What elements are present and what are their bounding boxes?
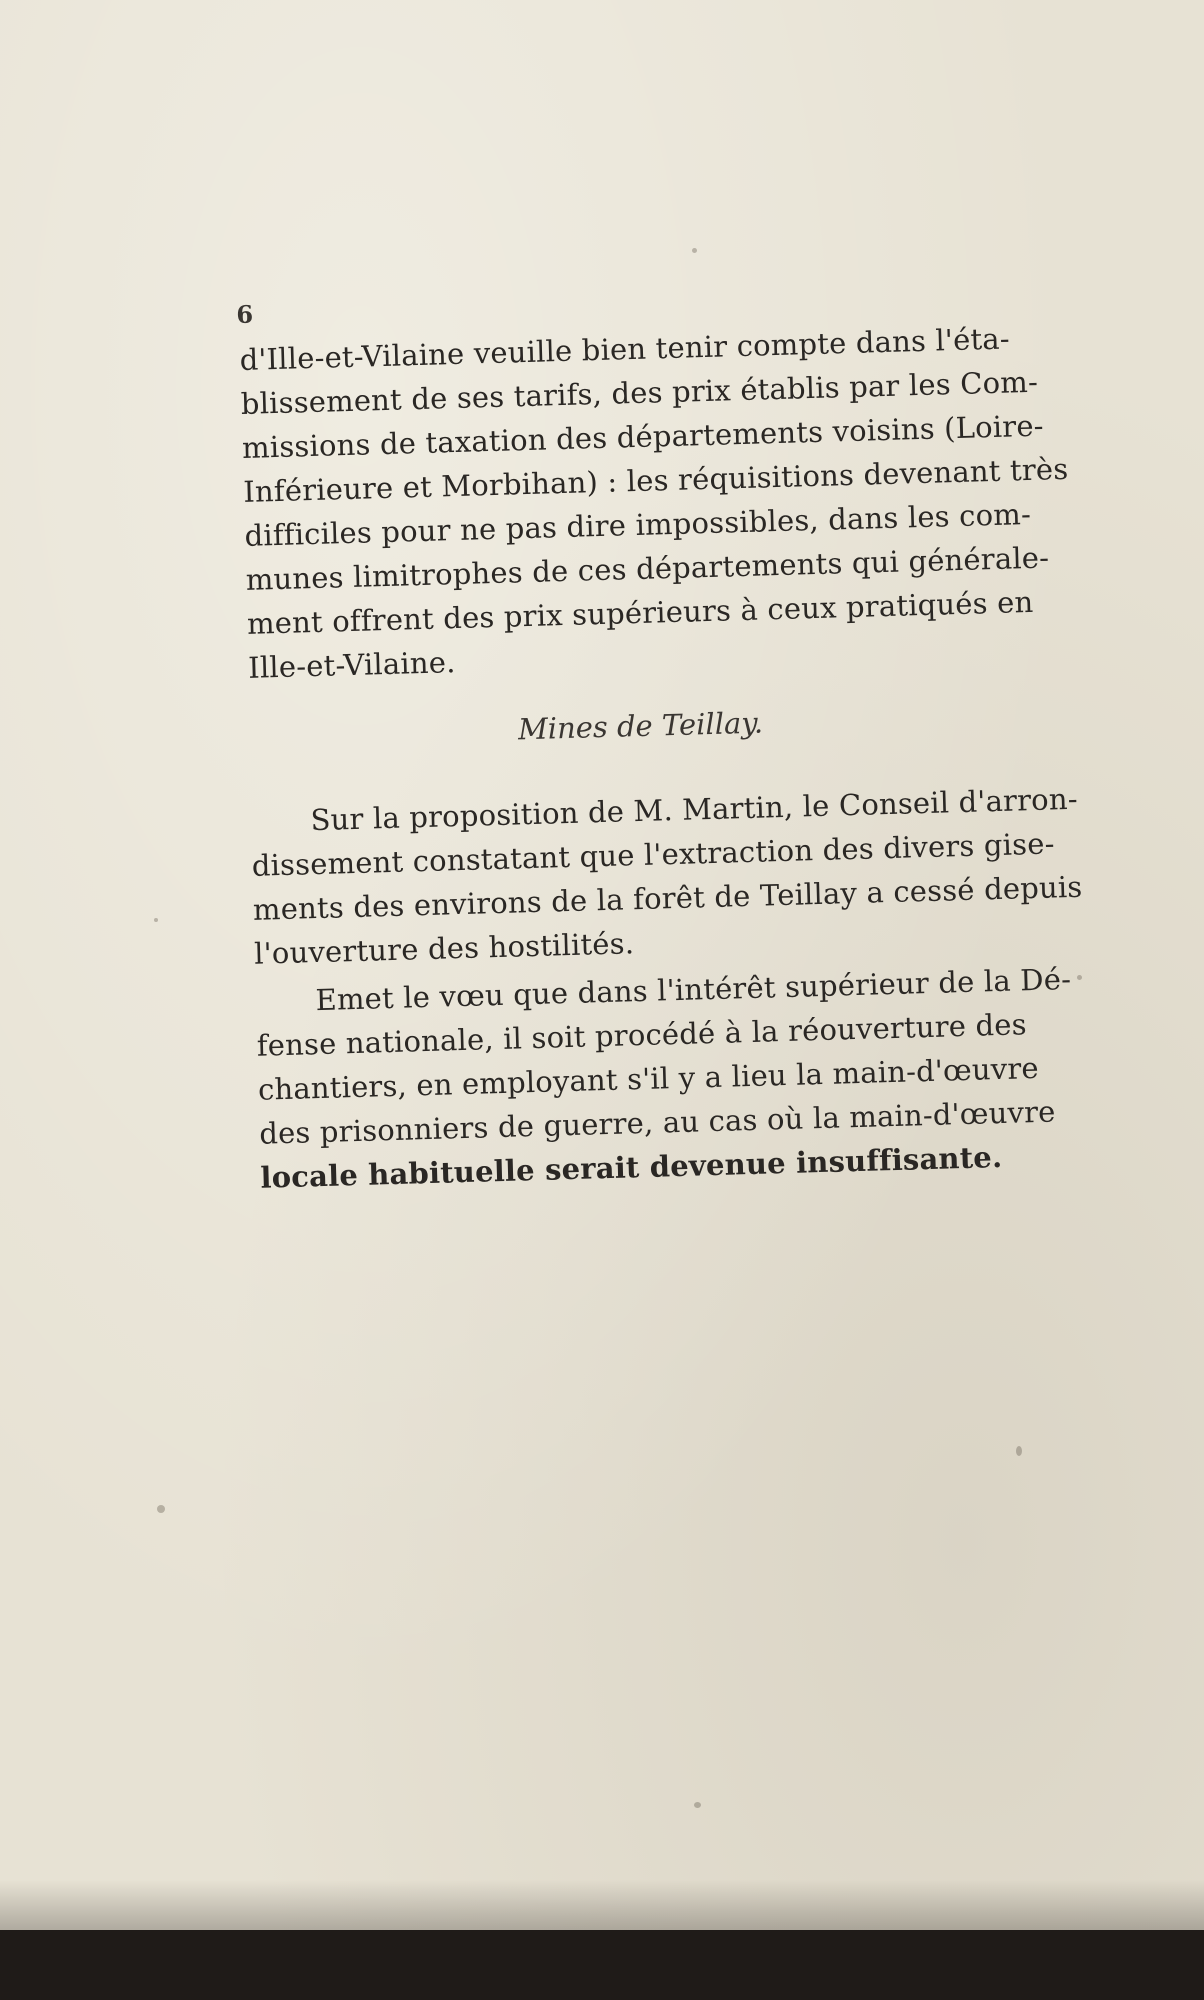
- text-line: Emet le vœu que dans l'intérêt supérieur de la Dé-: [315, 962, 1072, 1018]
- ink-speck: [1077, 975, 1082, 980]
- text-line: d'Ille-et-Vilaine veuille bien tenir compte dans l'éta-: [239, 321, 1011, 377]
- page-number: 6: [236, 299, 254, 330]
- text-line: l'ouverture des hostilités.: [253, 926, 635, 971]
- paragraph-voeu: [256, 957, 1077, 1198]
- text-line: locale habituelle serait devenue insuffisante.: [260, 1140, 1003, 1195]
- ink-speck: [1016, 1446, 1022, 1456]
- page-edge-shadow: [0, 1880, 1204, 1930]
- text-line: difficiles pour ne pas dire impossibles, dans les com-: [244, 496, 1032, 553]
- text-line: Ille-et-Vilaine.: [247, 645, 456, 685]
- text-line: des prisonniers de guerre, au cas où la main-d'œuvre: [258, 1094, 1056, 1151]
- paragraph-proposition: [251, 777, 1084, 974]
- text-line: ments des environs de la forêt de Teillay a cessé depuis: [252, 869, 1083, 927]
- text-line: missions de taxation des départements voisins (Loire-: [241, 408, 1045, 465]
- scan-background-strip: [0, 1930, 1204, 2000]
- text-line: chantiers, en employant s'il y a lieu la main-d'œuvre: [257, 1050, 1040, 1107]
- page-text-block: [236, 279, 1083, 1195]
- paragraph-requisitions: [239, 315, 1074, 690]
- text-line: Inférieure et Morbihan) : les réquisitions devenant très: [242, 451, 1069, 509]
- text-line: Sur la proposition de M. Martin, le Conseil d'arron-: [310, 781, 1079, 838]
- ink-speck: [154, 918, 158, 922]
- ink-speck: [692, 248, 697, 253]
- text-line: blissement de ses tarifs, des prix établis par les Com-: [240, 364, 1039, 421]
- text-line: ment offrent des prix supérieurs à ceux pratiqués en: [246, 584, 1034, 641]
- text-line: munes limitrophes de ces départements qui générale-: [245, 540, 1050, 597]
- ink-speck: [694, 1802, 701, 1808]
- text-line: dissement constatant que l'extraction des divers gise-: [251, 826, 1056, 883]
- text-line: fense nationale, il soit procédé à la réouverture des: [256, 1007, 1028, 1063]
- ink-speck: [157, 1505, 165, 1513]
- section-heading: Mines de Teillay.: [517, 705, 764, 747]
